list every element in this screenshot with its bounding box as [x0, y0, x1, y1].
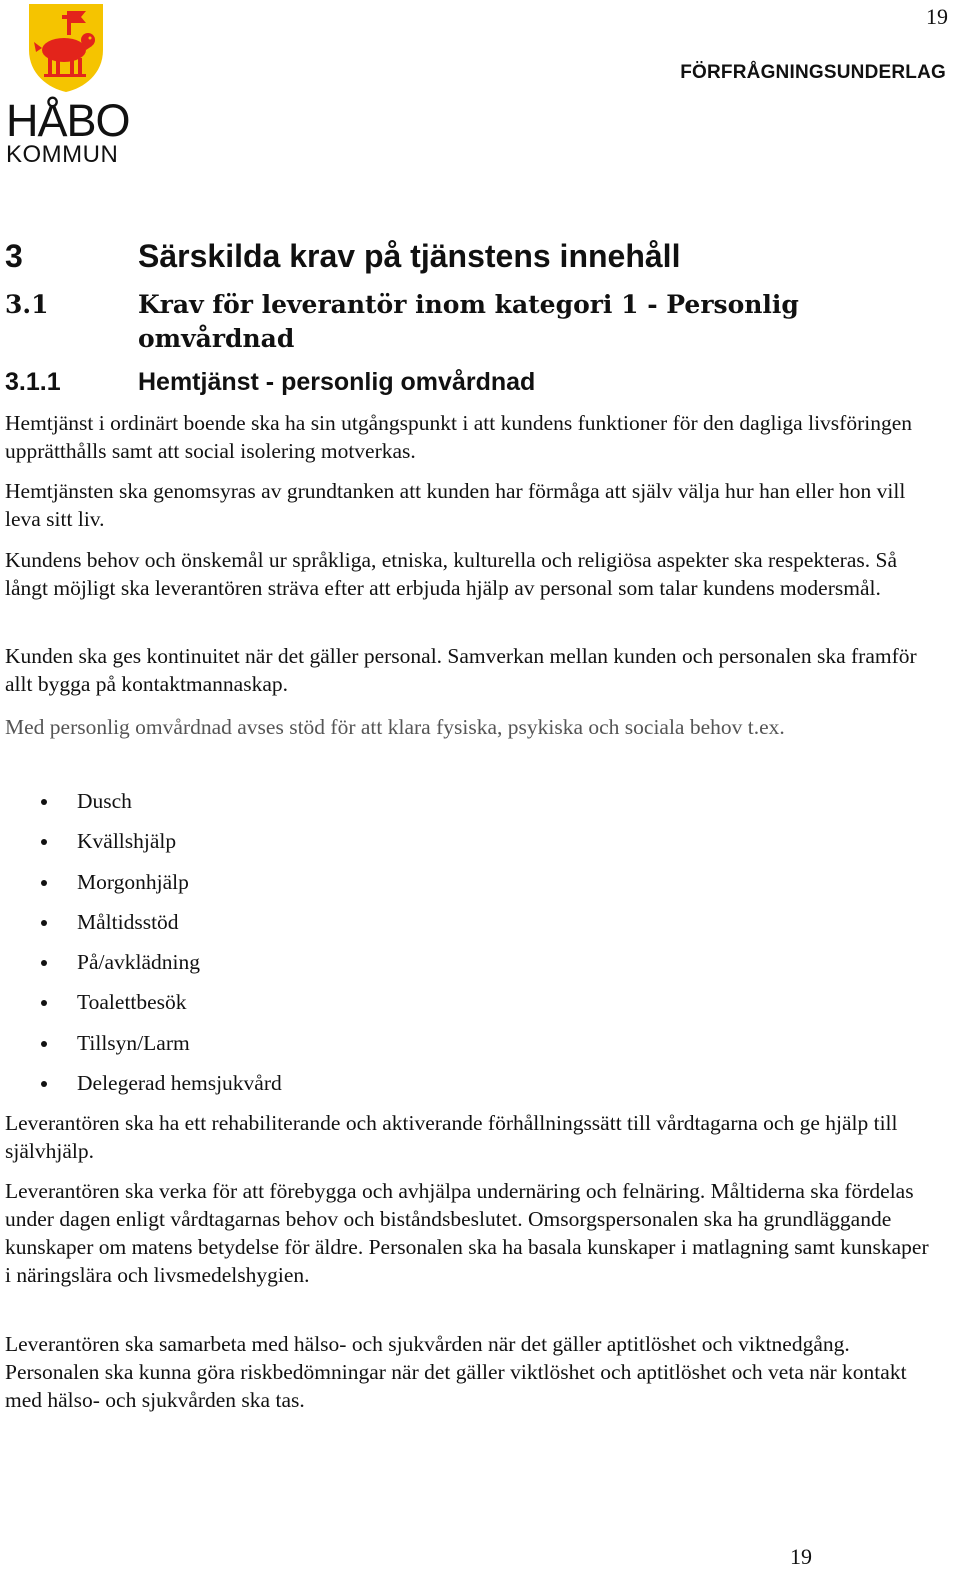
page-number-bottom: 19 [790, 1544, 812, 1569]
paragraph: Kunden ska ges kontinuitet när det gäller personal. Samverkan mellan kunden och personalen ska framför allt bygga på kontaktmannaskap. [5, 644, 917, 696]
heading-text-line1: Krav för leverantör inom kategori 1 - Personlig [138, 290, 799, 319]
paragraph: Kundens behov och önskemål ur språkliga, etniska, kulturella och religiösa aspekter ska respekteras. Så långt möjligt ska leverantören sträva efter att erbjuda hjälp av personal som talar kundens modersmål. [5, 548, 897, 600]
list-item: Delegerad hemsjukvård [5, 1068, 282, 1108]
document-label: FÖRFRÅGNINGSUNDERLAG [680, 62, 946, 83]
list-item: Kvällshjälp [5, 826, 282, 866]
heading-number: 3.1.1 [5, 368, 61, 396]
paragraph: Med personlig omvårdnad avses stöd för att klara fysiska, psykiska och sociala behov t.ex. [5, 715, 785, 739]
coat-of-arms-lamb-icon [26, 2, 106, 94]
heading-text-line2: omvårdnad [138, 324, 295, 353]
list-item: På/avklädning [5, 947, 282, 987]
heading-number: 3.1 [5, 290, 49, 319]
logo-wordmark: HÅBO [6, 95, 130, 146]
bullet-list [5, 786, 282, 1108]
list-item: Toalettbesök [5, 987, 282, 1027]
page-number-top: 19 [926, 4, 948, 29]
paragraph: Leverantören ska verka för att förebygga och avhjälpa undernäring och felnäring. Måltiderna ska fördelas under dagen enligt vårdtagarnas behov och biståndsbeslutet. Omsorgspersonalen ska ha grundläggande kunskaper om matens betydelse för äldre. Personalen ska ha basala kunskaper i matlagning samt kunskaper i näringslära och livsmedelshygien. [5, 1179, 929, 1287]
heading-text: Hemtjänst - personlig omvårdnad [138, 368, 536, 396]
list-item: Morgonhjälp [5, 867, 282, 907]
paragraph: Hemtjänsten ska genomsyras av grundtanken att kunden har förmåga att själv välja hur han eller hon vill leva sitt liv. [5, 479, 906, 531]
municipality-logo [2, 0, 142, 170]
list-item: Måltidsstöd [5, 907, 282, 947]
heading-number: 3 [5, 238, 23, 274]
logo-subtitle: KOMMUN [6, 141, 119, 168]
list-item: Dusch [5, 786, 282, 826]
heading-text: Särskilda krav på tjänstens innehåll [138, 238, 681, 274]
paragraph: Leverantören ska ha ett rehabiliterande och aktiverande förhållningssätt till vårdtagarna och ge hjälp till självhjälp. [5, 1111, 898, 1163]
paragraph: Hemtjänst i ordinärt boende ska ha sin utgångspunkt i att kundens funktioner för den dagliga livsföringen upprätthålls samt att social isolering motverkas. [5, 411, 912, 463]
paragraph: Leverantören ska samarbeta med hälso- och sjukvården när det gäller aptitlöshet och viktnedgång. Personalen ska kunna göra riskbedömningar när det gäller viktlöshet och aptitlöshet och veta när kontakt med hälso- och sjukvården ska tas. [5, 1332, 907, 1412]
list-item: Tillsyn/Larm [5, 1028, 282, 1068]
